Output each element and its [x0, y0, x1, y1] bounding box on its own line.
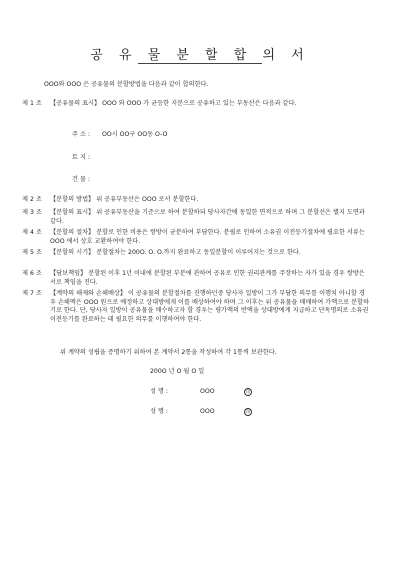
document-title: 공 유 물 분 할 합 의 서	[90, 48, 310, 63]
intro-text: OOO와 OOO 은 공유물의 분할방법을 다음과 같이 합의한다.	[44, 81, 209, 88]
article-5-text: 【분할의 시기】 분할절차는 200O. O. O.까지 완료하고 동일분할이 이루어지는 것으로 한다.	[50, 249, 301, 256]
article-3-text: 【분할의 표시】 위 공유부동산을 기준으로 하여 분할하되 당사자간에 동일한 면적으로 하며 그 분할선은 별지 도면과 같다.	[50, 209, 365, 225]
title-underline	[138, 63, 262, 64]
land-label: 토 지 :	[72, 154, 90, 161]
article-1-number: 제 1 조	[22, 100, 42, 107]
building-label: 건 물 :	[72, 176, 90, 183]
article-2-text: 【분할의 방법】 위 공유부동산은 OOO 로서 분할한다.	[50, 196, 199, 203]
article-2-number: 제 2 조	[22, 196, 42, 203]
article-5-number: 제 5 조	[22, 249, 42, 256]
seal-2-icon: 印	[245, 409, 251, 414]
signature-1-name: OOO	[200, 388, 215, 395]
article-7-number: 제 7 조	[22, 290, 42, 297]
contract-date: 200O 년 O 월 O 일	[150, 368, 205, 375]
seal-1-icon: 印	[245, 389, 251, 394]
article-4-number: 제 4 조	[22, 229, 42, 236]
article-3-number: 제 3 조	[22, 209, 42, 216]
signature-1-label: 성 명 :	[150, 388, 168, 395]
article-7-text: 【계약의 해제와 손해배상】 이 공유물의 분할절차를 진행하던중 당사자 일방이 그가 부담한 의무를 이행치 아니할 경우 손해액은 OOO 원으로 예정하고 상대방에게 이를 배상하여야 하며 그 이후는 위 공유물을 매매하여 가액으로 분할하기로 한다. 단, 당사자 일방이 공유물을 매수하고자 할 경우는 평가액의 반액을 상대방에게 지급하고 단독명의로 소유권 이전등기를 완료하는 데 필요한 의무를 이행하여야 한다.	[50, 290, 370, 323]
article-1-text: 【공유물의 표시】 OOO 와 OOO 가 균등한 지분으로 공유하고 있는 부동산은 다음과 같다.	[50, 100, 297, 107]
address-label: 주 소 :	[72, 131, 90, 138]
article-6-text: 【담보책임】 분할된 이후 1년 이내에 분할된 부분에 관하여 공유로 인한 권리관계를 주장하는 자가 있을 경우 쌍방은 서로 책임을 진다.	[50, 270, 365, 286]
signature-2-name: OOO	[200, 408, 215, 415]
signature-2-label: 성 명 :	[150, 408, 168, 415]
article-4-text: 【분할의 절차】 분할로 인한 비용은 쌍방이 균분하여 부담한다. 분필로 인하여 소유권 이전등기절차에 필요한 서류는 OOO 에서 상호 교환하여야 한다.	[50, 229, 365, 245]
article-6-number: 제 6 조	[22, 270, 42, 277]
address-value: OO시 OO구 OO동 O-O	[102, 131, 168, 138]
closing-text: 위 계약의 성립을 증명하기 위하여 본 계약서 2통을 작성하여 각 1통씩 보관한다.	[60, 349, 277, 356]
